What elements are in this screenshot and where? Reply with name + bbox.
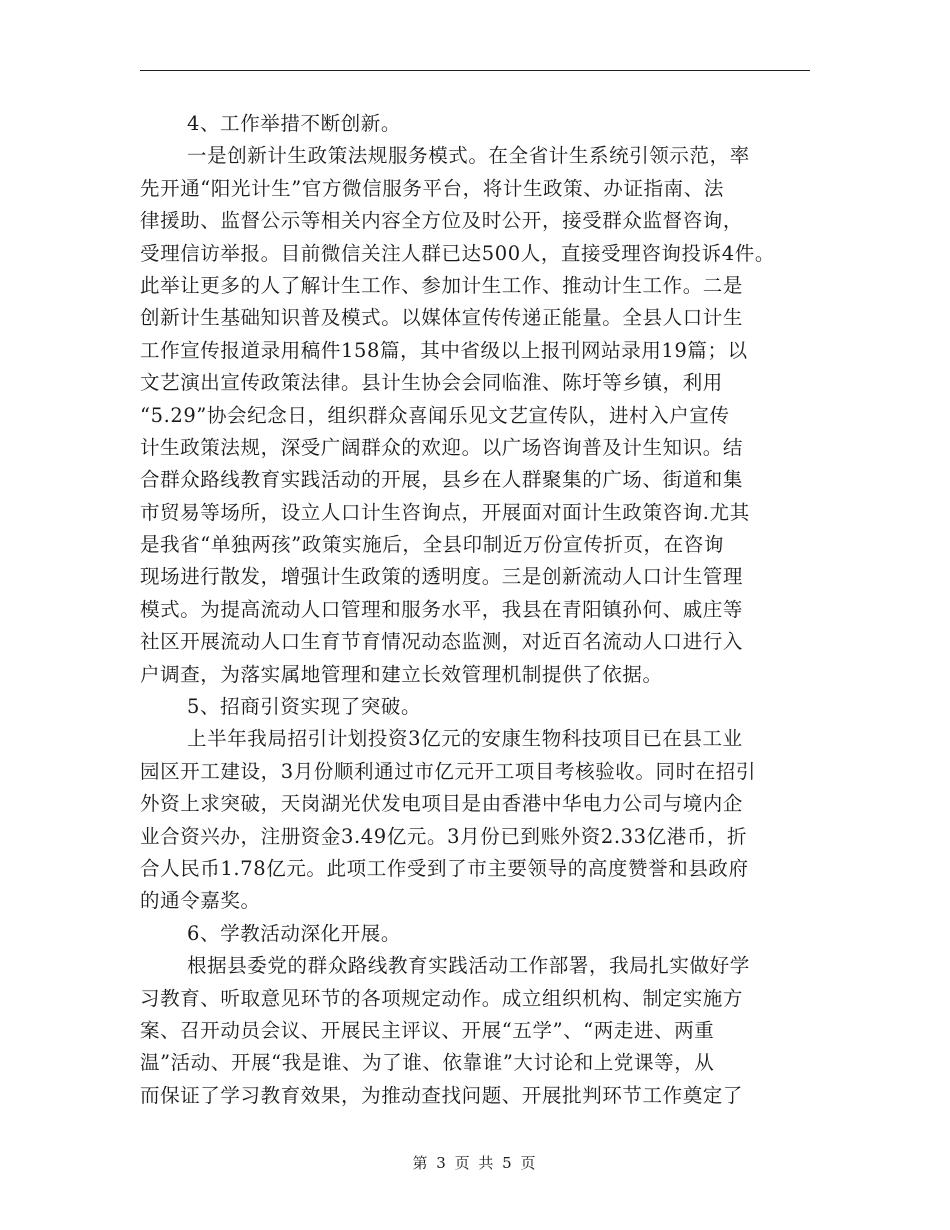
text-line: 习教育、听取意见环节的各项规定动作。成立组织机构、制定实施方	[140, 986, 744, 1010]
text-line: 5、招商引资实现了突破。	[187, 695, 422, 719]
header-rule	[140, 70, 810, 71]
text-line: 合群众路线教育实践活动的开展，县乡在人群聚集的广场、街道和集	[140, 468, 744, 492]
text-line: 而保证了学习教育效果，为推动查找问题、开展批判环节工作奠定了	[140, 1083, 744, 1107]
text-line: 市贸易等场所，设立人口计生咨询点，开展面对面计生政策咨询.尤其	[140, 500, 750, 524]
text-line: 受理信访举报。目前微信关注人群已达500人，直接受理咨询投诉4件。	[140, 241, 775, 265]
text-line: 业合资兴办，注册资金3.49亿元。3月份已到账外资2.33亿港币，折	[140, 824, 748, 848]
text-line: 的通令嘉奖。	[140, 889, 261, 913]
text-line: 是我省“单独两孩”政策实施后，全县印制近万份宣传折页，在咨询	[140, 533, 724, 557]
text-line: 合人民币1.78亿元。此项工作受到了市主要领导的高度赞誉和县政府	[140, 856, 749, 880]
document-body	[140, 108, 830, 1112]
text-line: 律援助、监督公示等相关内容全方位及时公开，接受群众监督咨询，	[140, 209, 744, 233]
text-line: 文艺演出宣传政策法律。县计生协会会同临淮、陈圩等乡镇，利用	[140, 371, 723, 395]
text-line: 创新计生基础知识普及模式。以媒体宣传传递正能量。全县人口计生	[140, 306, 744, 330]
text-line: 6、学教活动深化开展。	[187, 921, 402, 945]
text-line: 模式。为提高流动人口管理和服务水平，我县在青阳镇孙何、戚庄等	[140, 597, 744, 621]
page-footer: 第 3 页 共 5 页	[412, 1154, 538, 1172]
text-line: 户调查，为落实属地管理和建立长效管理机制提供了依据。	[140, 662, 663, 686]
text-line: 上半年我局招引计划投资3亿元的安康生物科技项目已在县工业	[187, 727, 743, 751]
text-line: 案、召开动员会议、开展民主评议、开展“五学”、“两走进、两重	[140, 1018, 715, 1042]
text-line: 园区开工建设，3月份顺利通过市亿元开工项目考核验收。同时在招引	[140, 759, 757, 783]
text-line: 现场进行散发，增强计生政策的透明度。三是创新流动人口计生管理	[140, 565, 744, 589]
text-line: 一是创新计生政策法规服务模式。在全省计生系统引领示范，率	[187, 144, 750, 168]
text-line: 此举让更多的人了解计生工作、参加计生工作、推动计生工作。二是	[140, 273, 744, 297]
text-line: 温”活动、开展“我是谁、为了谁、依靠谁”大讨论和上党课等，从	[140, 1051, 715, 1075]
text-line: 计生政策法规，深受广阔群众的欢迎。以广场咨询普及计生知识。结	[140, 435, 744, 459]
text-line: 社区开展流动人口生育节育情况动态监测，对近百名流动人口进行入	[140, 630, 744, 654]
text-line: 先开通“阳光计生”官方微信服务平台，将计生政策、办证指南、法	[140, 176, 724, 200]
text-line: 根据县委党的群众路线教育实践活动工作部署，我局扎实做好学	[187, 954, 750, 978]
text-line: 4、工作举措不断创新。	[187, 112, 402, 135]
text-line: 工作宣传报道录用稿件158篇，其中省级以上报刊网站录用19篇；以	[140, 338, 748, 362]
text-line: 外资上求突破，天岗湖光伏发电项目是由香港中华电力公司与境内企	[140, 792, 744, 816]
text-line: “5.29”协会纪念日，组织群众喜闻乐见文艺宣传队，进村入户宣传	[140, 403, 730, 427]
